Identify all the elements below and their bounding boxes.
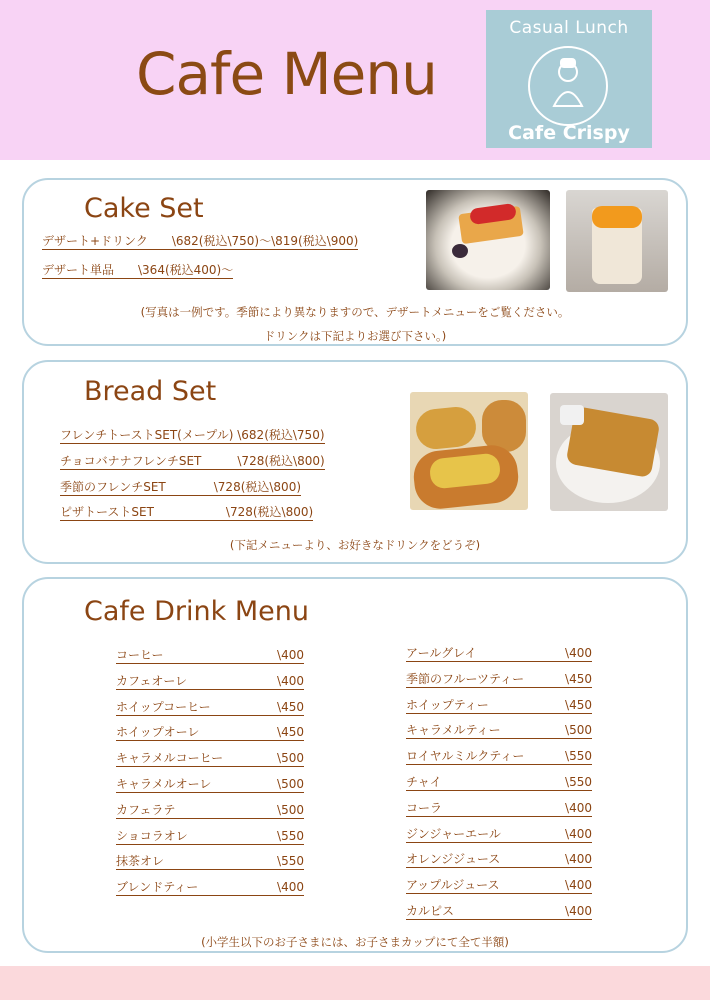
drink-item (116, 880, 304, 896)
drink-name: ジンジャーエール (406, 826, 501, 841)
drink-price: \400 (277, 880, 304, 895)
bread-set-item: チョコバナナフレンチSET \728(税込\800) (60, 454, 325, 468)
drink-item (116, 700, 304, 716)
drink-name: キャラメルオーレ (116, 777, 212, 791)
drink-item (406, 775, 592, 791)
drink-item (116, 648, 304, 664)
drink-item (406, 646, 592, 662)
drink-price: \400 (565, 878, 592, 893)
drink-name: カフェオーレ (116, 673, 188, 688)
drink-name: ロイヤルミルクティー (406, 749, 525, 764)
drink-name: コーラ (406, 800, 443, 815)
drink-price: \450 (277, 725, 304, 740)
drink-item (406, 801, 592, 817)
drink-name: ホイップオーレ (116, 725, 200, 740)
drink-price: \400 (565, 800, 592, 815)
drink-item (406, 852, 592, 868)
drink-price: \400 (565, 852, 592, 867)
drink-price: \550 (565, 775, 592, 789)
bread-set-item: フレンチトーストSET(メープル) \682(税込\750) (60, 428, 325, 442)
drink-price: \400 (565, 826, 592, 841)
drink-price: \500 (565, 723, 592, 738)
logo-brand: Cafe Crispy (508, 122, 630, 144)
cake-set-item: デザート+ドリンク \682(税込\750)～\819(税込\900) (42, 234, 359, 248)
drink-menu-note: (小学生以下のお子さまには、お子さまカップにて全て半額) (201, 935, 509, 949)
drink-name: ホイップコーヒー (116, 699, 211, 714)
drink-price: \500 (277, 802, 304, 817)
bread-set-item: 季節のフレンチSET \728(税込\800) (60, 480, 302, 494)
drink-price: \450 (565, 671, 592, 686)
drink-item (406, 698, 592, 714)
drink-name: オレンジジュース (406, 852, 501, 867)
drink-item (116, 854, 304, 870)
drink-price: \550 (277, 854, 304, 869)
drink-name: ショコラオレ (116, 828, 188, 843)
drink-name: カルピス (406, 904, 455, 918)
cake-set-item: デザート単品 \364(税込400)～ (42, 263, 234, 277)
footer-band (0, 966, 710, 1000)
drink-item (406, 904, 592, 920)
drink-item (116, 803, 304, 819)
cake-set-title: Cake Set (84, 193, 204, 224)
bread-set-note: (下記メニューより、お好きなドリンクをどうぞ) (229, 538, 481, 552)
drink-name: ホイップティー (406, 697, 489, 712)
orange-parfait-photo (566, 190, 668, 292)
drink-price: \400 (565, 904, 592, 918)
cake-set-note: ドリンクは下記よりお選び下さい。) (263, 329, 447, 343)
drink-price: \500 (277, 751, 304, 766)
drink-item (116, 674, 304, 690)
drink-price: \400 (565, 646, 592, 660)
drink-name: コーヒー (116, 648, 164, 662)
drink-item (116, 725, 304, 741)
drink-price: \400 (277, 648, 304, 662)
drink-name: 抹茶オレ (116, 854, 165, 869)
drink-price: \550 (277, 828, 304, 843)
drink-item (116, 751, 304, 767)
drink-price: \450 (565, 697, 592, 712)
header-banner (0, 0, 710, 160)
cafe-logo (486, 10, 652, 148)
french-toast-photo (550, 393, 668, 511)
drink-name: チャイ (406, 775, 442, 789)
drink-item (116, 829, 304, 845)
drink-price: \450 (277, 699, 304, 714)
drink-name: キャラメルティー (406, 723, 501, 738)
drink-name: 季節のフルーツティー (406, 671, 525, 686)
drink-item (406, 749, 592, 765)
bread-set-title: Bread Set (84, 376, 217, 407)
drink-item (406, 878, 592, 894)
drink-price: \400 (277, 673, 304, 688)
drink-item (406, 672, 592, 688)
drink-name: アールグレイ (406, 646, 477, 660)
drink-name: カフェラテ (116, 802, 176, 817)
cake-set-note: (写真は一例です。季節により異なりますので、デザートメニューをご覧ください。 (140, 305, 570, 319)
bread-set-item: ピザトーストSET \728(税込\800) (60, 505, 314, 519)
drink-item (406, 723, 592, 739)
drink-item (116, 777, 304, 793)
drink-name: ブレンドティー (116, 880, 199, 895)
drink-price: \550 (565, 749, 592, 764)
chef-icon (528, 46, 608, 126)
drink-name: アップルジュース (406, 878, 500, 893)
page-title: Cafe Menu (136, 40, 437, 108)
pizza-toast-photo (410, 392, 528, 510)
logo-tagline: Casual Lunch (509, 18, 629, 38)
drink-price: \500 (277, 777, 304, 791)
strawberry-tart-photo (426, 190, 550, 290)
drink-name: キャラメルコーヒー (116, 751, 224, 766)
drink-item (406, 827, 592, 843)
drink-menu-title: Cafe Drink Menu (84, 596, 309, 627)
